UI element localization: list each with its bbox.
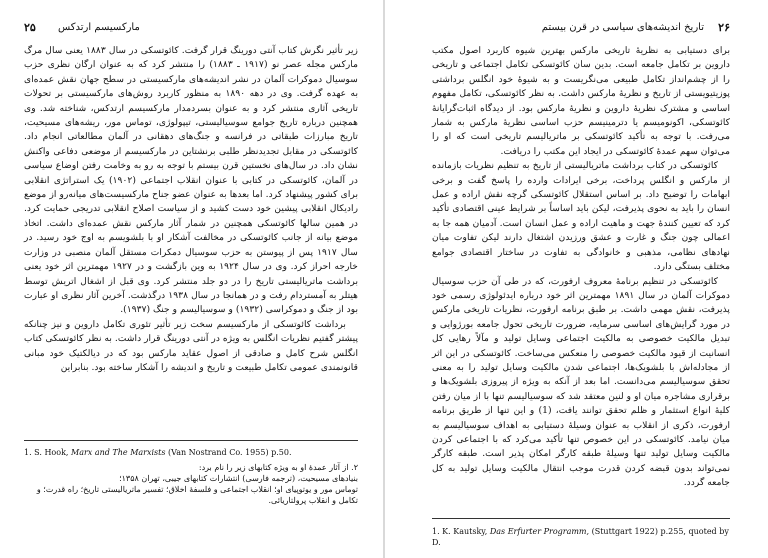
right-footnotes xyxy=(432,526,730,552)
left-footnote-1-title: Marx and The Marxists xyxy=(71,448,166,457)
left-running-title: مارکسیسم ارتدکس xyxy=(58,22,140,33)
right-page-number: ۲۶ xyxy=(718,21,730,34)
left-footnote-1-suffix: (Van Nostrand Co. 1955) p.50. xyxy=(165,448,292,457)
right-page-body xyxy=(432,44,730,491)
left-footnote-1-prefix: 1. S. Hook, xyxy=(24,448,71,457)
left-footnote-2-line-2: بنیادهای مسیحیت، (ترجمه فارسی) انتشارات کتابهای جیبی، تهران ۱۳۵۸؛ xyxy=(119,474,358,483)
right-running-title: تاریخ اندیشه‌های سیاسی در قرن بیستم xyxy=(541,22,704,33)
left-page-number: ۲۵ xyxy=(24,21,36,34)
left-paragraph-1: زیر تأثیر نگرش کتاب آنتی دورینگ قرار گرفت. کائوتسکی در سال ۱۸۸۳ یعنی سال مرگ مارکس مجله عصر نو (۱۹۱۷ ـ ۱۸۸۳) را منتشر کرد که به عنوان ارگان نظری حزب سوسیال دموکرات آلمان در نشر اندیشه‌های مارکسیستی در سطح جهان نقش عمده‌ای به عهده گرفت. وی در دهه ۱۸۹۰ به منظور کاربرد روش‌های مارکسیستی بر تحولات تاریخی آثاری منتشر کرد و به عنوان بسردمدار مارکسیسم ارتدکس، شناخته شد. وی همچنین درباره تاریخ جوامع سوسیالیستی، تیپولوژی، توماس مور، ریشه‌های مسیحیت، تاریخ مبارزات طبقاتی در فرانسه و جنگ‌های دهقانی در آلمان مطالعاتی انجام داد. کائوتسکی در مقابل تجدیدنظر طلبی برنشتاین در مارکسیسم از موضعی دفاعی واکنش نشان داد. در سال‌های نخستین قرن بیستم با توجه به رو به وخامت رفتن اوضاع سیاسی در آلمان، کائوتسکی در کتابی با عنوان انقلاب اجتماعی (۱۹۰۲) یک استراتژی انقلابی برای کشور پیشنهاد کرد. اما بعدها به عنوان عضو جناح مارکسیست‌های میانه‌رو از موضع رادیکال انقلابی پیشین خود دست کشید و از سیاست اصلاح انقلابی تدریجی حمایت کرد. در همین سالها کائوتسکی همچنین در شمار آثار مارکس نقش عمده‌ای داشت. اتخاذ موضع بیانه از جانب کائوتسکی در مخالفت آشکار او با بلشویسم به اوج خود رسید. در سال ۱۹۱۷ پس از پیوستن به حزب سوسیال دمکرات مستقل آلمان منصبی در وزارت خارجه احراز کرد. وی در سال ۱۹۲۴ به وین بازگشت و در ۱۹۲۷ مهمترین اثر خود یعنی برداشت ماتریالیستی تاریخ را در دو جلد منتشر کرد. وی قبل از اشغال اتریش توسط هیتلر به آمستردام رفت و در همانجا در سال ۱۹۳۸ درگذشت. آخرین آثار نظری او عبارت بود از جنگ و دموکراسی (۱۹۳۲) و سوسیالیسم و جنگ (۱۹۳۷). xyxy=(24,45,359,316)
left-footnote-1 xyxy=(24,447,358,458)
right-footnote-1 xyxy=(432,526,730,548)
right-footnote-1-suffix: (Stuttgart 1922) p.255, quoted by D. xyxy=(432,527,729,547)
right-paragraph-2: کائوتسکی در کتاب برداشت ماتریالیستی از تاریخ به تنظیم نظریات بازمانده از مارکس و انگلس پرداخت، برخی ایرادات وارده را پاسخ گفت و برخی ابهامات را توضیح داد. بر اساس استقلال کائوتسکی گرچه نقش اراده و عمل انسان را باید به نحوی پذیرفت، لیکن باید اساساً بر شرایط عینی اقتصادی تأکید کرد که تعیین کنندهٔ جهت و ماهیت اراده و عمل انسان است. آدمیان همه جا به اعمالی چون جنگ و غارت و عشق ورزیدن اشتغال دارند لیکن تفاوت میان نهادهای نظامی، مذهبی و خانوادگی به تفاوت در ساختار اقتصادی جوامع مختلف بستگی دارد. xyxy=(432,160,730,273)
left-paragraph-2: برداشت کائوتسکی از مارکسیسم سخت زیر تأثیر تئوری تکامل داروین و نیز چنانکه پیشتر گفتیم نظریات انگلس به ویژه در آنتی دورینگ قرار داشت. به نظر کائوتسکی کتاب انگلس شرح کامل و صادقی از اصول عقاید مارکس بود که در دیالکتیک خود مبانی قانونمندی عمومی تکامل طبیعت و تاریخ و اندیشه را آشکار ساخته بود. بنابراین xyxy=(24,318,358,373)
right-footnote-1-prefix: 1. K. Kautsky, xyxy=(432,527,490,536)
left-footnote-2-line-3: توماس مور و یوتوپیای او؛ انقلاب اجتماعی و فلسفهٔ اخلاق؛ تفسیر ماتریالیستی تاریخ؛ راه قدرت؛ و تکامل و انقلاب پرولتاریائی. xyxy=(36,485,358,505)
right-paragraph-1: برای دستیابی به نظریهٔ تاریخی مارکس بهترین شیوه کاربرد اصول مکتب داروین بر تکامل جامعه است. بدین سان کائوتسکی تکامل اجتماعی و تاریخی را از چشم‌انداز تکامل طبیعی می‌نگریست و به شیوهٔ خود انگلس برداشتی پوزیتیویستی از تاریخ و نظریهٔ مارکس داشت. به نظر کائوتسکی، تکامل مفهوم اساسی و مشترک نظریهٔ داروین و نظریهٔ مارکس بود. از دیدگاه اثبات‌گرایانهٔ کائوتسکی، اکونومیسم یا دترمینیسم حزب اساسی نظریهٔ مارکس به شمار می‌رفت. با توجه به تأکید کائوتسکی بر ماتریالیسم تاریخی است که او را می‌توان سهم عمدهٔ کائوتسکی در ایجاد این مکتب را دریافت. xyxy=(432,45,730,157)
right-footnote-1-title: Das Erfurter Programm, xyxy=(489,527,590,536)
left-footnotes xyxy=(24,447,358,506)
left-page-body xyxy=(24,44,358,375)
right-page xyxy=(384,0,768,558)
left-footnote-2-line-1: ۲. از آثار عمدهٔ او به ویژه کتابهای زیر را نام برد: xyxy=(198,463,358,472)
right-paragraph-3: کائوتسکی در تنظیم برنامهٔ معروف ارفورت، که در طی آن حزب سوسیال دموکرات آلمان در سال ۱۸۹۱ مهمترین اثر خود درباره ایدئولوژی رسمی خود پذیرفت، نقش مهمی داشت. بر طبق برنامه ارفورت، نظریات تاریخی مارکس در مورد گرایش‌های اساسی سرمایه، ضرورت تاریخی تحول جامعه بورژوایی و تبدیل مالکیت خصوصی به مالکیت اجتماعی وسایل تولید و مآلاً رهایی کل انسانیت از قیود مالکیت خصوصی را منعکس می‌ساخت. کائوتسکی در این اثر از مجادله‌اش با بلشویک‌ها، اجتماعی شدن مالکیت وسایل تولید را به معنی تحقق سوسیالیسم می‌دانست. اما بعد از آنکه به ویژه از پیروزی بلشویک‌ها و برقراری مشاجره میان او و لنین معتقد شد که سوسیالیسم تنها با از میان رفتن کلیهٔ انواع استثمار و ظلم تحقق توانند یافت، (1) و این تنها از طریق برنامه ارفورت، ذکری از انقلاب به عنوان وسیلهٔ دستیابی به اهداف سوسیالیسم به میان نیامد. کائوتسکی در این خصوص تنها تأکید می‌کرد که با اجتماعی کردن مالکیت وسایل تولید تنها وسیلهٔ طبقه کارگر امکان پذیر است. طبقه کارگر نمی‌تواند بدون قبضه کردن قدرت موجب انتقال مالکیت وسایل تولید به کل جامعه گردد. xyxy=(432,275,730,489)
right-footnote-rule xyxy=(432,518,730,519)
left-footnote-rule xyxy=(24,440,358,441)
